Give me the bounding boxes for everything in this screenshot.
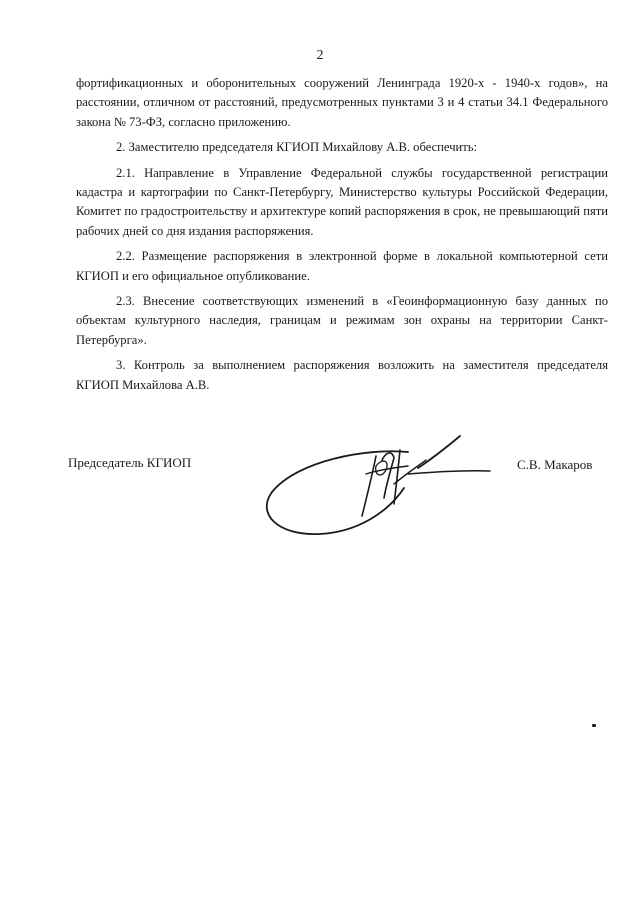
- paragraph-continuation: фортификационных и оборонительных сооружений Ленинграда 1920-х - 1940-х годов», на расстоянии, отличном от расстояний, предусмотренных пунктами 3 и 4 статьи 34.1 Федерального закона № 73-ФЗ, согласно приложению.: [76, 76, 608, 129]
- paragraph-item-2-1: 2.1. Направление в Управление Федеральной службы государственной регистрации кадастра и картографии по Санкт-Петербургу, Министерство культуры Российской Федерации, Комитет по градостроительству и архитектуре копий распоряжения в срок, не превышающий пяти рабочих дней со дня издания распоряжения.: [76, 165, 608, 238]
- paragraph-item-3: 3. Контроль за выполнением распоряжения возложить на заместителя председателя КГИОП Михайлова А.В.: [76, 358, 608, 392]
- paragraph-item-2-3: 2.3. Внесение соответствующих изменений в «Геоинформационную базу данных по объектам культурного наследия, границам и режимам зон охраны на территории Санкт-Петербурга».: [76, 294, 608, 347]
- paragraph-item-2: 2. Заместителю председателя КГИОП Михайлову А.В. обеспечить:: [116, 140, 478, 155]
- handwritten-signature: [258, 430, 498, 560]
- page-number: 2: [316, 48, 324, 63]
- signatory-name: С.В. Макаров: [517, 457, 593, 472]
- paragraph-item-2-2: 2.2. Размещение распоряжения в электронной форме в локальной компьютерной сети КГИОП и его официальное опубликование.: [76, 249, 608, 283]
- signatory-title: Председатель КГИОП: [68, 455, 192, 470]
- scan-speck: [592, 724, 596, 727]
